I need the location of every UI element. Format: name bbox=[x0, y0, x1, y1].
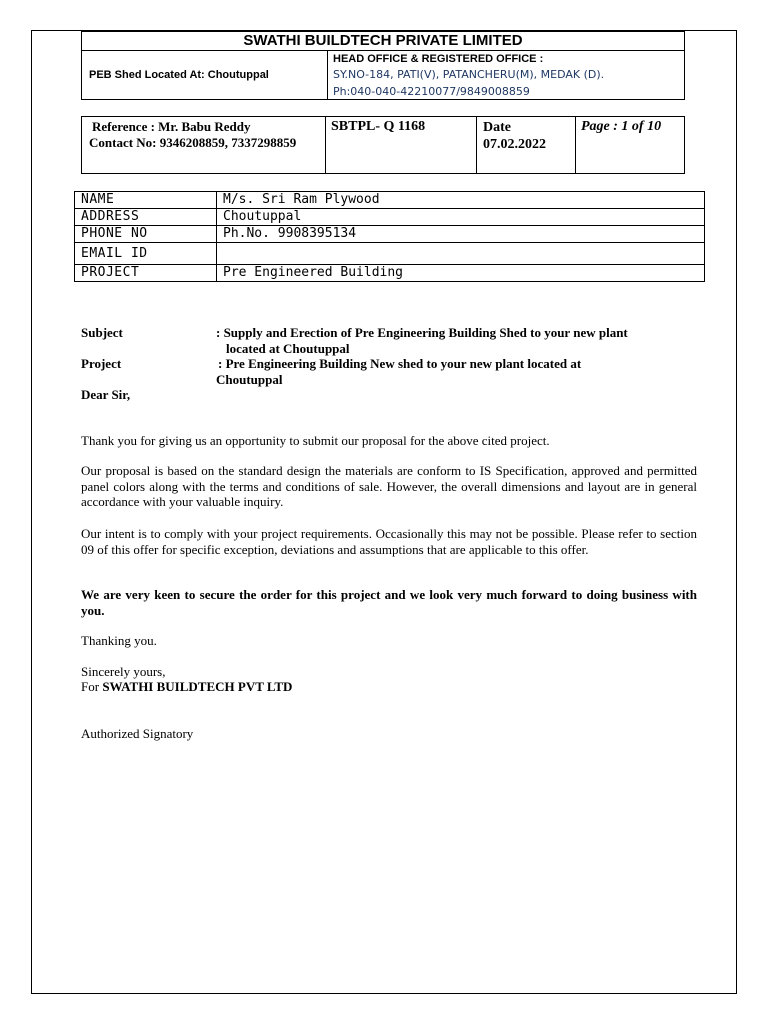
signatory: Authorized Signatory bbox=[81, 726, 194, 741]
reference-contact-number: Contact No: 9346208859, 7337298859 bbox=[89, 135, 297, 150]
row-label: PROJECT bbox=[75, 265, 217, 282]
paragraph-3: Our intent is to comply with your project requirements. Occasionally this may not be possible. Please refer to section 09 of this offer for specific exception, deviations and assumptions that are applicable to this offer. bbox=[81, 526, 697, 557]
table-row bbox=[75, 243, 705, 265]
project-text bbox=[216, 356, 686, 387]
office-phone: Ph:040-040-42210077/9849008859 bbox=[333, 85, 530, 98]
for-company-line bbox=[81, 679, 697, 695]
office-address: SY.NO-184, PATI(V), PATANCHERU(M), MEDAK (D). bbox=[333, 68, 605, 81]
paragraph-4: We are very keen to secure the order for this project and we look very much forward to doing business with you. bbox=[81, 587, 697, 618]
reference-contact-person: Reference : Mr. Babu Reddy bbox=[92, 119, 251, 134]
office-label: HEAD OFFICE & REGISTERED OFFICE : bbox=[333, 53, 544, 65]
table-row bbox=[75, 265, 705, 282]
subject-label: Subject bbox=[81, 325, 123, 340]
office-block bbox=[328, 50, 684, 100]
thanking: Thanking you. bbox=[81, 633, 157, 648]
paragraph-1: Thank you for giving us an opportunity to submit our proposal for the above cited project. bbox=[81, 433, 550, 448]
row-value: Pre Engineered Building bbox=[217, 265, 705, 282]
date-label: Date bbox=[483, 120, 511, 135]
client-details-table bbox=[74, 191, 705, 282]
shed-location: PEB Shed Located At: Choutuppal bbox=[82, 50, 328, 100]
row-label: NAME bbox=[75, 192, 217, 209]
project-label: Project bbox=[81, 356, 122, 371]
table-row bbox=[75, 192, 705, 209]
reference-cell bbox=[82, 117, 326, 173]
page-border bbox=[31, 30, 737, 994]
row-label: PHONE NO bbox=[75, 226, 217, 243]
subject-text bbox=[216, 325, 686, 356]
row-value: M/s. Sri Ram Plywood bbox=[217, 192, 705, 209]
table-row bbox=[75, 209, 705, 226]
project-line-2: Choutuppal bbox=[216, 371, 283, 387]
table-row bbox=[75, 226, 705, 243]
page-number: Page : 1 of 10 bbox=[581, 119, 662, 134]
paragraph-2: Our proposal is based on the standard design the materials are conform to IS Specification, approved and permitted panel colors along with the terms and conditions of sale. However, the overall dimensions and layout are in general accordance with your valuable inquiry. bbox=[81, 463, 697, 509]
for-prefix: For bbox=[81, 679, 103, 694]
row-label: ADDRESS bbox=[75, 209, 217, 226]
subject-line-2: located at Choutuppal bbox=[226, 340, 350, 356]
reference-table bbox=[81, 116, 685, 174]
company-name: SWATHI BUILDTECH PRIVATE LIMITED bbox=[82, 32, 684, 51]
quote-number: SBTPL- Q 1168 bbox=[326, 117, 477, 173]
row-value: Choutuppal bbox=[217, 209, 705, 226]
row-label: EMAIL ID bbox=[75, 243, 217, 265]
row-value bbox=[217, 243, 705, 265]
date-value: 07.02.2022 bbox=[483, 137, 546, 152]
project-line-1: : Pre Engineering Building New shed to your new plant located at bbox=[218, 356, 582, 371]
date-cell bbox=[477, 117, 576, 173]
closing: Sincerely yours, bbox=[81, 664, 166, 679]
letterhead-table bbox=[81, 31, 685, 100]
salutation: Dear Sir, bbox=[81, 387, 131, 402]
row-value: Ph.No. 9908395134 bbox=[217, 226, 705, 243]
for-company: SWATHI BUILDTECH PVT LTD bbox=[102, 679, 293, 694]
subject-line-1: : Supply and Erection of Pre Engineering Building Shed to your new plant bbox=[216, 325, 628, 340]
